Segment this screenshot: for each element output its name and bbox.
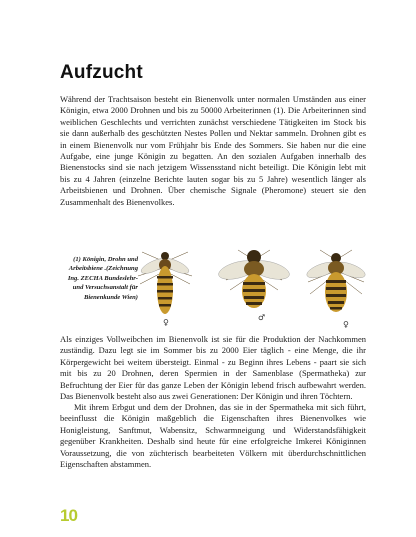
female-symbol: ♀ (163, 318, 169, 327)
drone-bee-icon (216, 246, 292, 312)
male-symbol: ♂ (258, 313, 266, 322)
page-title: Aufzucht (60, 62, 143, 83)
figure-caption: (1) Königin, Drohn und Arbeitsbiene .(Zeichnung Ing. ZECHA Bundeslehr- und Versuchsanstalt für Bienenkunde Wien) (67, 256, 138, 301)
female-symbol: ♀ (343, 320, 349, 329)
queen-bee-icon (130, 246, 200, 320)
worker-bee-icon (298, 246, 374, 326)
paragraph-genetics: Mit ihrem Erbgut und dem der Drohnen, das sie in der Spermatheka mit sich führt, beeinflusst die Königin maßgeblich die Eigenschaften ihres Bienenvolkes wie Honigleistung, Sanftmut, Wabensitz, Schwarmneigung und Widerstandsfähigkeit gegenüber Krankheiten. Deshalb sind heute für eine erfolgreiche Imkerei Königinnen Voraussetzung, die von züchterisch bearbeiteten Völkern mit überdurchschnittlichen Eigenschaften abstammen. (60, 402, 366, 470)
page-number: 10 (60, 506, 77, 525)
paragraph-intro: Während der Trachtsaison besteht ein Bienenvolk unter normalen Umständen aus einer Königin, etwa 2000 Drohnen und bis zu 50000 Arbeiterinnen (1). Die Arbeiterinnen sind weiblichen Geschlechts und verrichten zunächst verschiedene Tätigkeiten im Stock bis sie dann außerhalb des geschützten Nestes Pollen und Nektar sammeln. Drohnen gibt es in einem Bienenvolk nur vom Frühjahr bis Ende des Sommers. Sie haben nur die eine Aufgabe, eine junge Königin zu begatten. An den sozialen Aufgaben innerhalb des Bienenstocks sind sie nach jetzigem Wissensstand nicht beteiligt. Die Königin lebt mit bis zu 4 Jahren (einzelne Berichte lauten sogar bis zu 5 Jahre) wesentlich länger als Arbeitsbienen und Drohnen. Über chemische Signale (Pheromone) steuert sie den Zusammenhalt des Bienenvolkes. (60, 94, 366, 207)
paragraph-queen-role: Als einziges Vollweibchen im Bienenvolk ist sie für die Produktion der Nachkommen zuständig. Dazu legt sie im Sommer bis zu 2000 Eier täglich - eine Menge, die ihr Körpergewicht bei weitem übersteigt. Einmal - zu Beginn ihres Lebens - paart sie sich mit bis zu 20 Drohnen, deren Spermien in der Samenblase (Spermatheka) zur Befruchtung der Eier für das ganze Leben der Königin lebend frisch aufbewahrt werden. Das Bienenvolk besteht also aus zwei Generationen: Der Königin und ihren Töchtern. (60, 334, 366, 402)
